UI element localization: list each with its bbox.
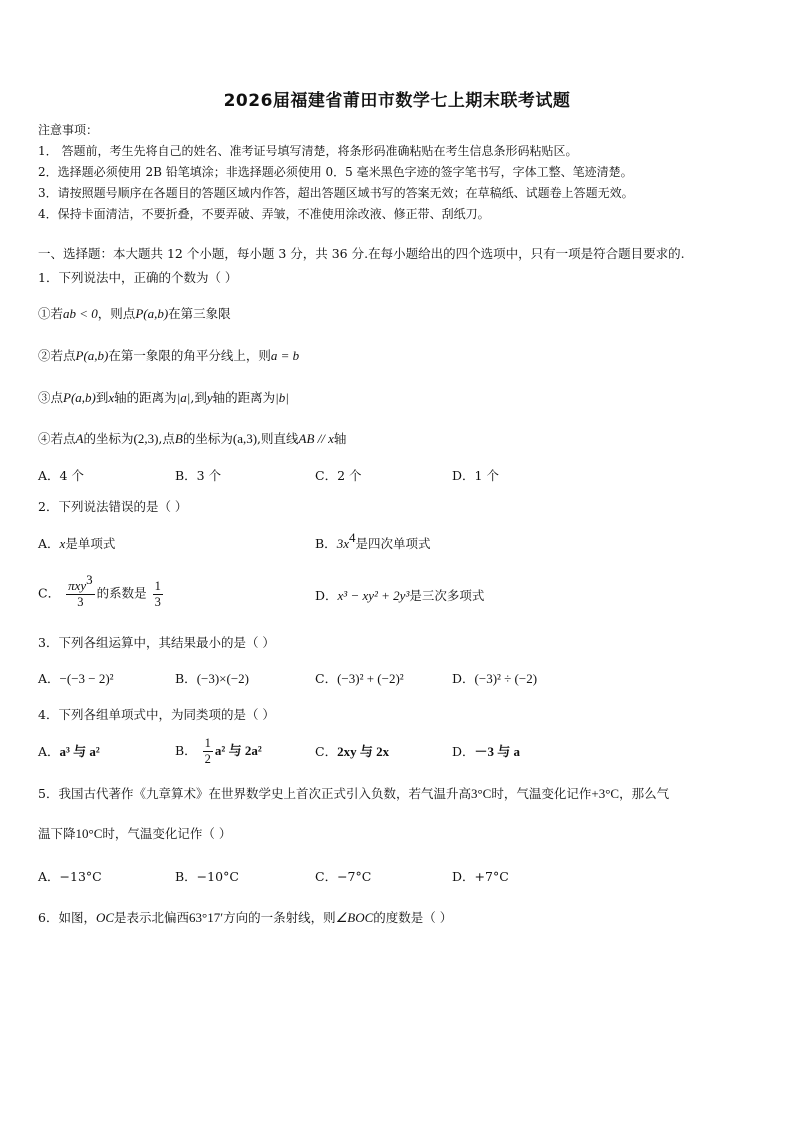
q5-option-d: D．+7°C bbox=[452, 869, 509, 884]
q2-option-b: B．$3x^4$是四次单项式 bbox=[315, 530, 431, 551]
q4-option-d: D．－3 与 a bbox=[452, 744, 521, 759]
notice-item-4: 4．保持卡面清洁，不要折叠，不要弄破、弄皱，不准使用涂改液、修正带、刮纸刀。 bbox=[38, 207, 490, 221]
q1-statement-1: ①若ab < 0，则点P(a,b)在第三象限 bbox=[38, 306, 231, 321]
q6-stem: 6．如图，OC是表示北偏西63°17′方向的一条射线，则∠BOC的度数是（ ） bbox=[38, 910, 453, 925]
q2-c-fraction: $\frac{\pi xy^3}{3}$ bbox=[68, 572, 93, 609]
q3-option-d: D．(−3)² ÷ (−2) bbox=[452, 671, 538, 686]
notice-item-3: 3．请按照题号顺序在各题目的答题区域内作答，超出答题区域书写的答案无效；在草稿纸、试题卷上答题无效。 bbox=[38, 186, 634, 200]
q1-statement-3: ③点P(a,b)到x轴的距离为|a|,到y轴的距离为|b| bbox=[38, 390, 289, 405]
q5-option-a: A．−13°C bbox=[38, 869, 102, 884]
q1-option-a: A．4 个 bbox=[38, 468, 84, 483]
q2-option-a: A．x是单项式 bbox=[38, 536, 116, 551]
q5-stem-line-1: 5．我国古代著作《九章算术》在世界数学史上首次正式引入负数，若气温升高3°C时，气温变化记作+3°C，那么气 bbox=[38, 786, 670, 801]
q5-option-c: C．−7°C bbox=[315, 869, 372, 884]
q1-statement-2: ②若点P(a,b)在第一象限的角平分线上，则a = b bbox=[38, 348, 300, 363]
exam-title: 2026届福建省莆田市数学七上期末联考试题 bbox=[223, 91, 571, 111]
q1-option-c: C．2 个 bbox=[315, 468, 362, 483]
q1-option-d: D．1 个 bbox=[452, 468, 499, 483]
notice-item-1: 1． 答题前，考生先将自己的姓名、准考证号填写清楚，将条形码准确粘贴在考生信息条形码粘贴区。 bbox=[38, 144, 578, 158]
q4-b-fraction: $\frac{1}{2}$ bbox=[204, 736, 211, 766]
q4-stem: 4．下列各组单项式中，为同类项的是（ ） bbox=[38, 707, 275, 722]
q1-statement-4: ④若点A的坐标为(2,3),点B的坐标为(a,3),则直线AB // x轴 bbox=[38, 431, 347, 446]
q2-c-coefficient: $\frac{1}{3}$ bbox=[154, 578, 161, 609]
q3-option-a: A．−(−3 − 2)² bbox=[38, 671, 114, 686]
q5-stem-line-2: 温下降10°C时，气温变化记作（ ） bbox=[38, 826, 232, 841]
section-heading: 一、选择题：本大题共 12 个小题，每小题 3 分，共 36 分.在每小题给出的四个选项中，只有一项是符合题目要求的. bbox=[38, 246, 685, 261]
notice-item-2: 2．选择题必须使用 2B 铅笔填涂；非选择题必须使用 0．5 毫米黑色字迹的签字笔书写，字体工整、笔迹清楚。 bbox=[38, 165, 633, 179]
q1-option-b: B．3 个 bbox=[175, 468, 222, 483]
q5-option-b: B．−10°C bbox=[175, 869, 239, 884]
q4-option-c: C．2xy 与 2x bbox=[315, 744, 390, 759]
notice-heading: 注意事项： bbox=[38, 123, 99, 137]
q2-stem: 2．下列说法错误的是（ ） bbox=[38, 499, 188, 514]
q2-option-d: D．x³ − xy² + 2y³是三次多项式 bbox=[315, 588, 485, 603]
q3-option-c: C．(−3)² + (−2)² bbox=[315, 671, 404, 686]
q1-stem: 1．下列说法中，正确的个数为（ ） bbox=[38, 270, 238, 285]
q3-stem: 3．下列各组运算中，其结果最小的是（ ） bbox=[38, 635, 275, 650]
q2-option-c: C． $\frac{\pi xy^3}{3}$ 的系数是 $\frac{1}{3}$ bbox=[38, 572, 161, 609]
q4-option-b: B． $\frac{1}{2}$ a² 与 2a² bbox=[175, 736, 262, 766]
q4-option-a: A．a³ 与 a² bbox=[38, 744, 100, 759]
q3-option-b: B．(−3)×(−2) bbox=[175, 671, 249, 686]
